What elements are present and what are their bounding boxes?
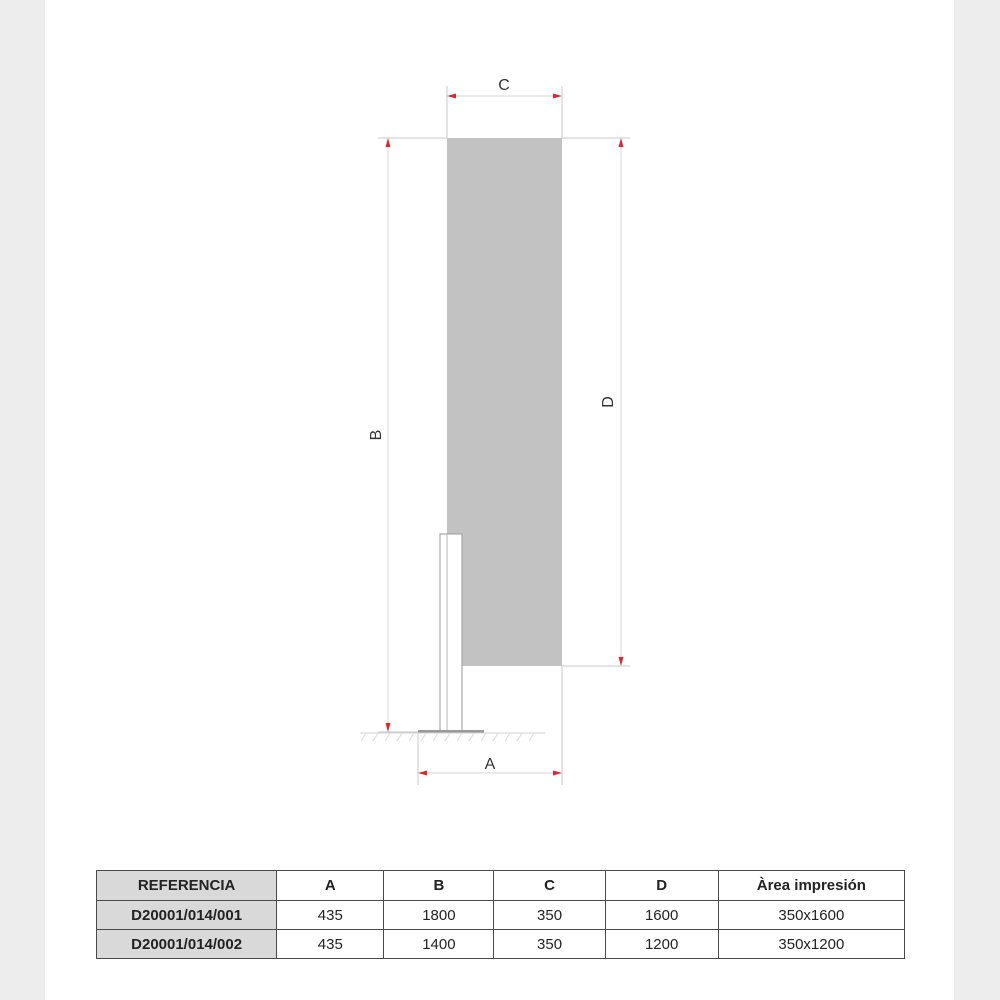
header-c: C [494, 871, 605, 901]
cell-d: 1600 [605, 901, 718, 930]
cell-c: 350 [494, 901, 605, 930]
cell-d: 1200 [605, 930, 718, 959]
dimension-label-d: D [600, 396, 617, 408]
arrow-b-top [386, 138, 391, 147]
table-row [97, 930, 905, 959]
cell-referencia: D20001/014/001 [97, 901, 277, 930]
arrow-b-bottom [386, 723, 391, 732]
support-pole [440, 534, 462, 732]
ground-hatching [361, 733, 534, 741]
cell-b: 1800 [384, 901, 494, 930]
table-header-row [97, 871, 905, 901]
header-referencia: REFERENCIA [97, 871, 277, 901]
cell-a: 435 [277, 901, 384, 930]
dimension-label-a: A [484, 756, 496, 773]
cell-area-impresion: 350x1200 [718, 930, 904, 959]
dimension-label-b: B [368, 429, 385, 441]
specifications-table [96, 870, 905, 959]
cell-a: 435 [277, 930, 384, 959]
header-d: D [605, 871, 718, 901]
arrow-d-bottom [619, 657, 624, 666]
banner-panel [447, 138, 562, 666]
arrow-a-right [553, 771, 562, 776]
cell-referencia: D20001/014/002 [97, 930, 277, 959]
arrow-d-top [619, 138, 624, 147]
dimension-label-c: C [498, 77, 510, 94]
arrow-c-left [447, 94, 456, 99]
header-b: B [384, 871, 494, 901]
arrow-a-left [418, 771, 427, 776]
cell-b: 1400 [384, 930, 494, 959]
header-a: A [277, 871, 384, 901]
header-area-impresion: Àrea impresión [718, 871, 904, 901]
arrow-c-right [553, 94, 562, 99]
cell-c: 350 [494, 930, 605, 959]
cell-area-impresion: 350x1600 [718, 901, 904, 930]
table-row [97, 901, 905, 930]
